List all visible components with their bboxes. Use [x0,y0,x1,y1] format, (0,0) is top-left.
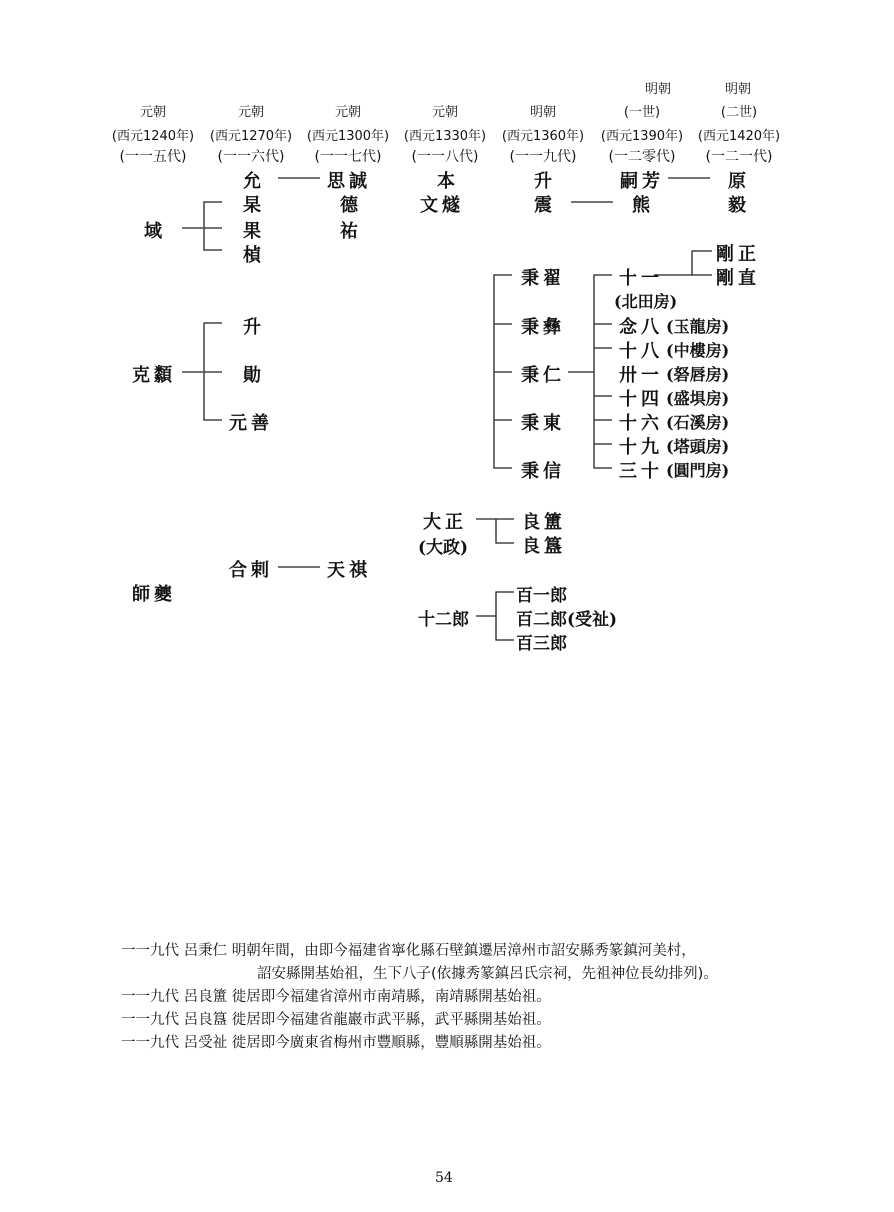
col2-gen: (一一六代) [217,149,285,165]
name-mou: 杲 [243,195,265,216]
name-ben: 本 [437,171,459,192]
name-xun: 勛 [243,365,265,386]
note-gen: 一一九代 [121,943,179,959]
name-shi-si: 十四 [619,389,663,410]
col4-dynasty: 元朝 [431,105,458,120]
name-wen-sui: 文燧 [420,195,464,216]
col1-gen: (一一五代) [119,149,187,165]
name-ke-lei: 克纇 [132,365,176,386]
name-yi: 毅 [728,195,750,216]
col1-year: (西元1240年) [111,129,195,144]
col6-gen-label: (一世) [623,105,661,120]
name-si-fang: 嗣芳 [620,171,664,192]
name-bing-xin: 秉信 [521,461,565,482]
name-da-zheng: 大正 [423,512,467,533]
note-text: 明朝年間，由即今福建省寧化縣石壁鎮遷居漳州市詔安縣秀篆鎮河美村， [231,943,696,959]
note-name: 呂秉仁 [183,943,228,959]
name-sheng-2: 升 [243,317,265,338]
col3-dynasty: 元朝 [334,105,361,120]
page-number: 54 [435,1170,453,1186]
branch-zhong-lou: (中樓房) [666,341,730,360]
col6-year: (西元1390年) [600,129,684,144]
branch-ta-tou: (塔頭房) [666,437,730,456]
name-guo: 果 [243,221,265,242]
branch-nu-chun: (砮唇房) [666,365,730,384]
branch-yu-long: (玉龍房) [666,317,730,336]
col7-dynasty-top: 明朝 [724,82,751,97]
col7-gen: (一二一代) [705,149,773,165]
col2-dynasty: 元朝 [237,105,264,120]
name-bai-yi-lang: 百一郎 [516,586,567,606]
branch-shi-xi: (石溪房) [666,413,730,432]
col6-dynasty-top: 明朝 [644,82,671,97]
name-shi-liu: 十六 [619,413,663,434]
name-gang-zheng: 剛正 [716,244,760,265]
name-bai-er-lang [516,605,617,630]
name-yuan: 原 [728,171,750,192]
note-cont: 詔安縣開基始祖，生下八子(依據秀篆鎮呂氏宗祠，先祖神位長幼排列)。 [257,966,718,982]
col4-year: (西元1330年) [403,129,487,144]
name-bing-di: 秉翟 [521,268,565,289]
note-text: 徙居即今廣東省梅州市豐順縣，豐順縣開基始祖。 [231,1035,551,1051]
branch-yuan-men: (圓門房) [666,461,730,480]
note-gen: 一一九代 [121,989,179,1005]
name-zhen: 震 [534,195,556,216]
col1-dynasty: 元朝 [139,105,166,120]
note-row [121,985,551,1006]
note-text: 徙居即今福建省龍巖市武平縣，武平縣開基始祖。 [231,1012,551,1028]
bai-er-lang-text: 百二郎 [516,610,567,630]
name-shi-yi: 十一 [619,268,663,289]
name-de: 德 [340,195,362,216]
name-sheng-top: 升 [534,171,556,192]
col5-year: (西元1360年) [501,129,585,144]
name-si-cheng: 思誠 [327,171,371,192]
name-nian-ba: 念八 [619,317,663,338]
name-gang-zhi: 剛直 [716,268,760,289]
name-da-zheng-alias: (大政) [418,538,469,558]
col6-gen: (一二零代) [608,149,676,165]
name-sa-yi: 卅一 [619,365,663,386]
col3-gen: (一一七代) [314,149,382,165]
name-you: 祐 [340,221,362,242]
name-zhen2: 楨 [243,245,265,266]
name-bing-dong: 秉東 [521,413,565,434]
col7-gen-label: (二世) [720,105,758,120]
name-yu: 域 [144,221,166,242]
name-san-shi: 三十 [619,461,663,482]
name-shi-kui: 師夔 [132,584,176,605]
note-name: 呂受祉 [183,1035,228,1051]
note-row [121,1031,551,1052]
note-row [121,1008,551,1029]
name-liang-fu: 良簠 [522,512,566,533]
note-row [121,939,696,960]
col3-year: (西元1300年) [306,129,390,144]
name-bai-san-lang: 百三郎 [516,634,567,654]
branch-sheng-ba: (盛埧房) [666,389,730,408]
shou-zhi-note: (受祉) [567,610,618,630]
name-bing-yi: 秉彝 [521,317,565,338]
col5-dynasty: 明朝 [529,105,556,120]
col7-year: (西元1420年) [697,129,781,144]
name-tian-qi: 天祺 [327,560,371,581]
name-shi-jiu: 十九 [619,437,663,458]
col4-gen: (一一八代) [411,149,479,165]
note-name: 呂良簠 [183,989,228,1005]
col2-year: (西元1270年) [209,129,293,144]
name-he-la: 合剌 [229,560,273,581]
name-shi-er-lang: 十二郎 [418,610,469,630]
name-liang-gui: 良簋 [522,536,566,557]
note-gen: 一一九代 [121,1012,179,1028]
name-yun: 允 [243,171,265,192]
name-yuan-shan: 元善 [229,413,273,434]
name-xiong: 熊 [632,195,654,216]
name-shi-ba: 十八 [619,341,663,362]
name-bing-ren: 秉仁 [521,365,565,386]
note-gen: 一一九代 [121,1035,179,1051]
note-text: 徙居即今福建省漳州市南靖縣，南靖縣開基始祖。 [231,989,551,1005]
note-name: 呂良簋 [183,1012,228,1028]
branch-bei-tian: (北田房) [614,292,678,311]
col5-gen: (一一九代) [509,149,577,165]
